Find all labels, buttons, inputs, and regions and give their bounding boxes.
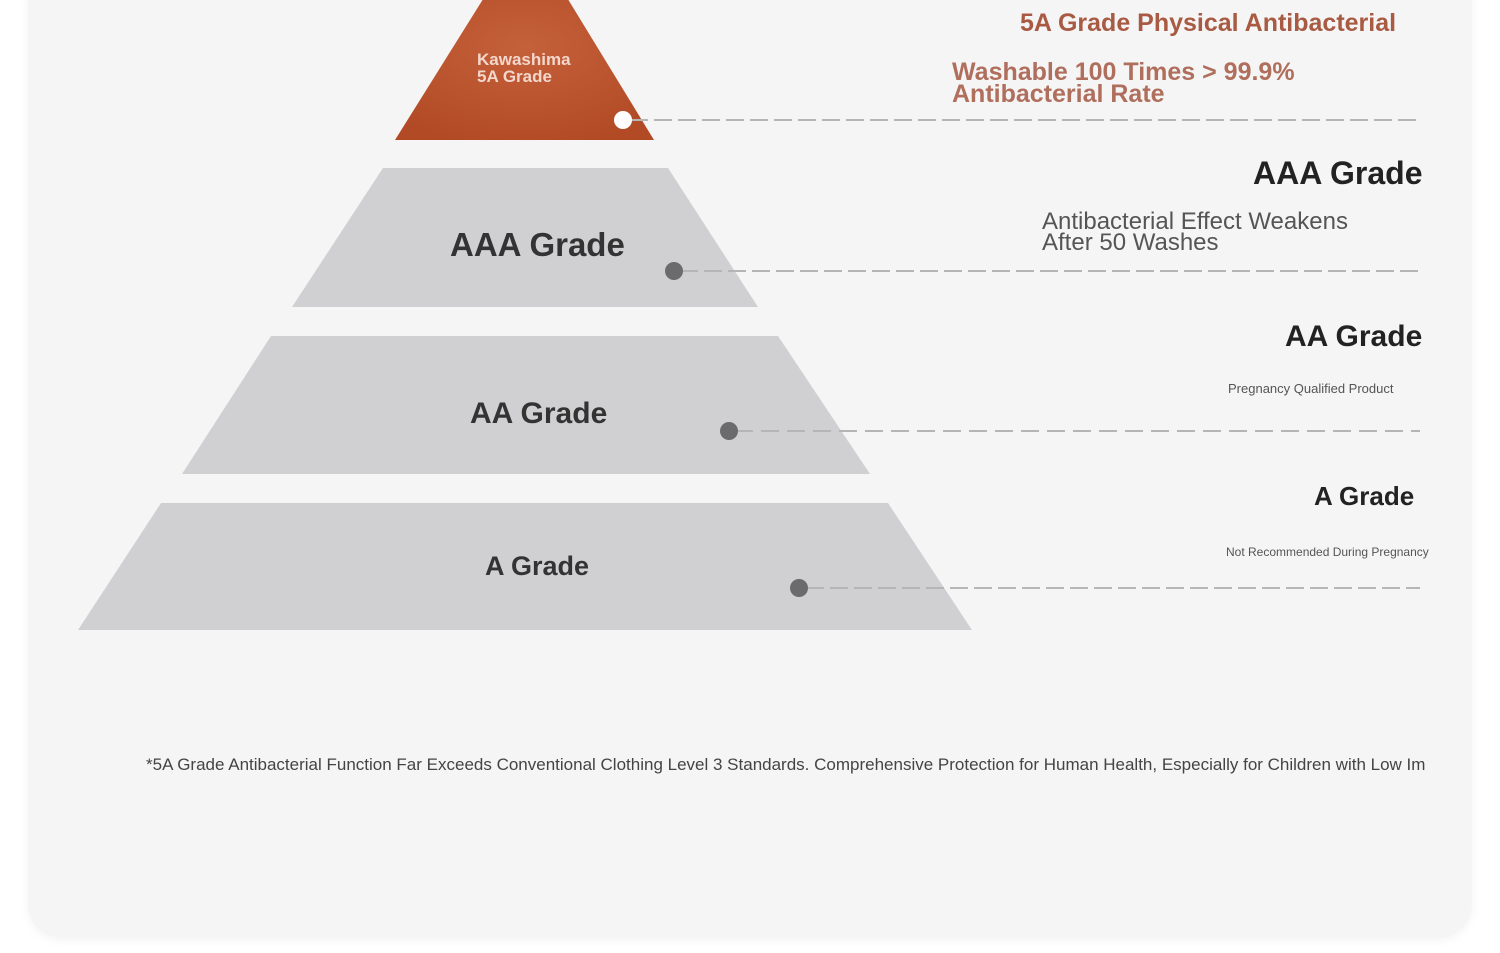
callout-desc-aaa-line1: Antibacterial Effect Weakens bbox=[1042, 208, 1348, 235]
footnote-text: *5A Grade Antibacterial Function Far Exceeds Conventional Clothing Level 3 Standards. Comprehensive Protection for Human Health, Especially for Children with Low Im bbox=[146, 755, 1426, 774]
callout-desc-5a-line1: Washable 100 Times > 99.9% bbox=[952, 58, 1295, 86]
pyramid-tier-label-aaa: AAA Grade bbox=[450, 226, 625, 263]
leader-dot-aaa bbox=[665, 262, 683, 280]
callout-title-aaa: AAA Grade bbox=[1253, 155, 1423, 191]
pyramid-top-label bbox=[477, 51, 571, 85]
leader-dot-aa bbox=[720, 422, 738, 440]
callout-desc-aa: Pregnancy Qualified Product bbox=[1228, 381, 1394, 396]
leader-dot-5a bbox=[614, 111, 632, 129]
callout-desc-a: Not Recommended During Pregnancy bbox=[1226, 545, 1429, 559]
callout-title-aa: AA Grade bbox=[1285, 320, 1423, 353]
leader-dot-a bbox=[790, 579, 808, 597]
pyramid-top-label-line2: 5A Grade bbox=[477, 67, 552, 86]
callout-title-5a: 5A Grade Physical Antibacterial bbox=[1020, 9, 1397, 37]
pyramid-top-label-line1: Kawashima bbox=[477, 50, 571, 69]
callout-desc-5a bbox=[952, 58, 1295, 108]
callout-desc-5a-line2: Antibacterial Rate bbox=[952, 80, 1165, 108]
pyramid-tier-label-a: A Grade bbox=[485, 551, 590, 581]
callout-desc-aaa-line2: After 50 Washes bbox=[1042, 229, 1219, 256]
callout-desc-aaa bbox=[1042, 208, 1348, 256]
callout-title-a: A Grade bbox=[1314, 481, 1415, 511]
pyramid-tier-label-aa: AA Grade bbox=[470, 397, 608, 430]
